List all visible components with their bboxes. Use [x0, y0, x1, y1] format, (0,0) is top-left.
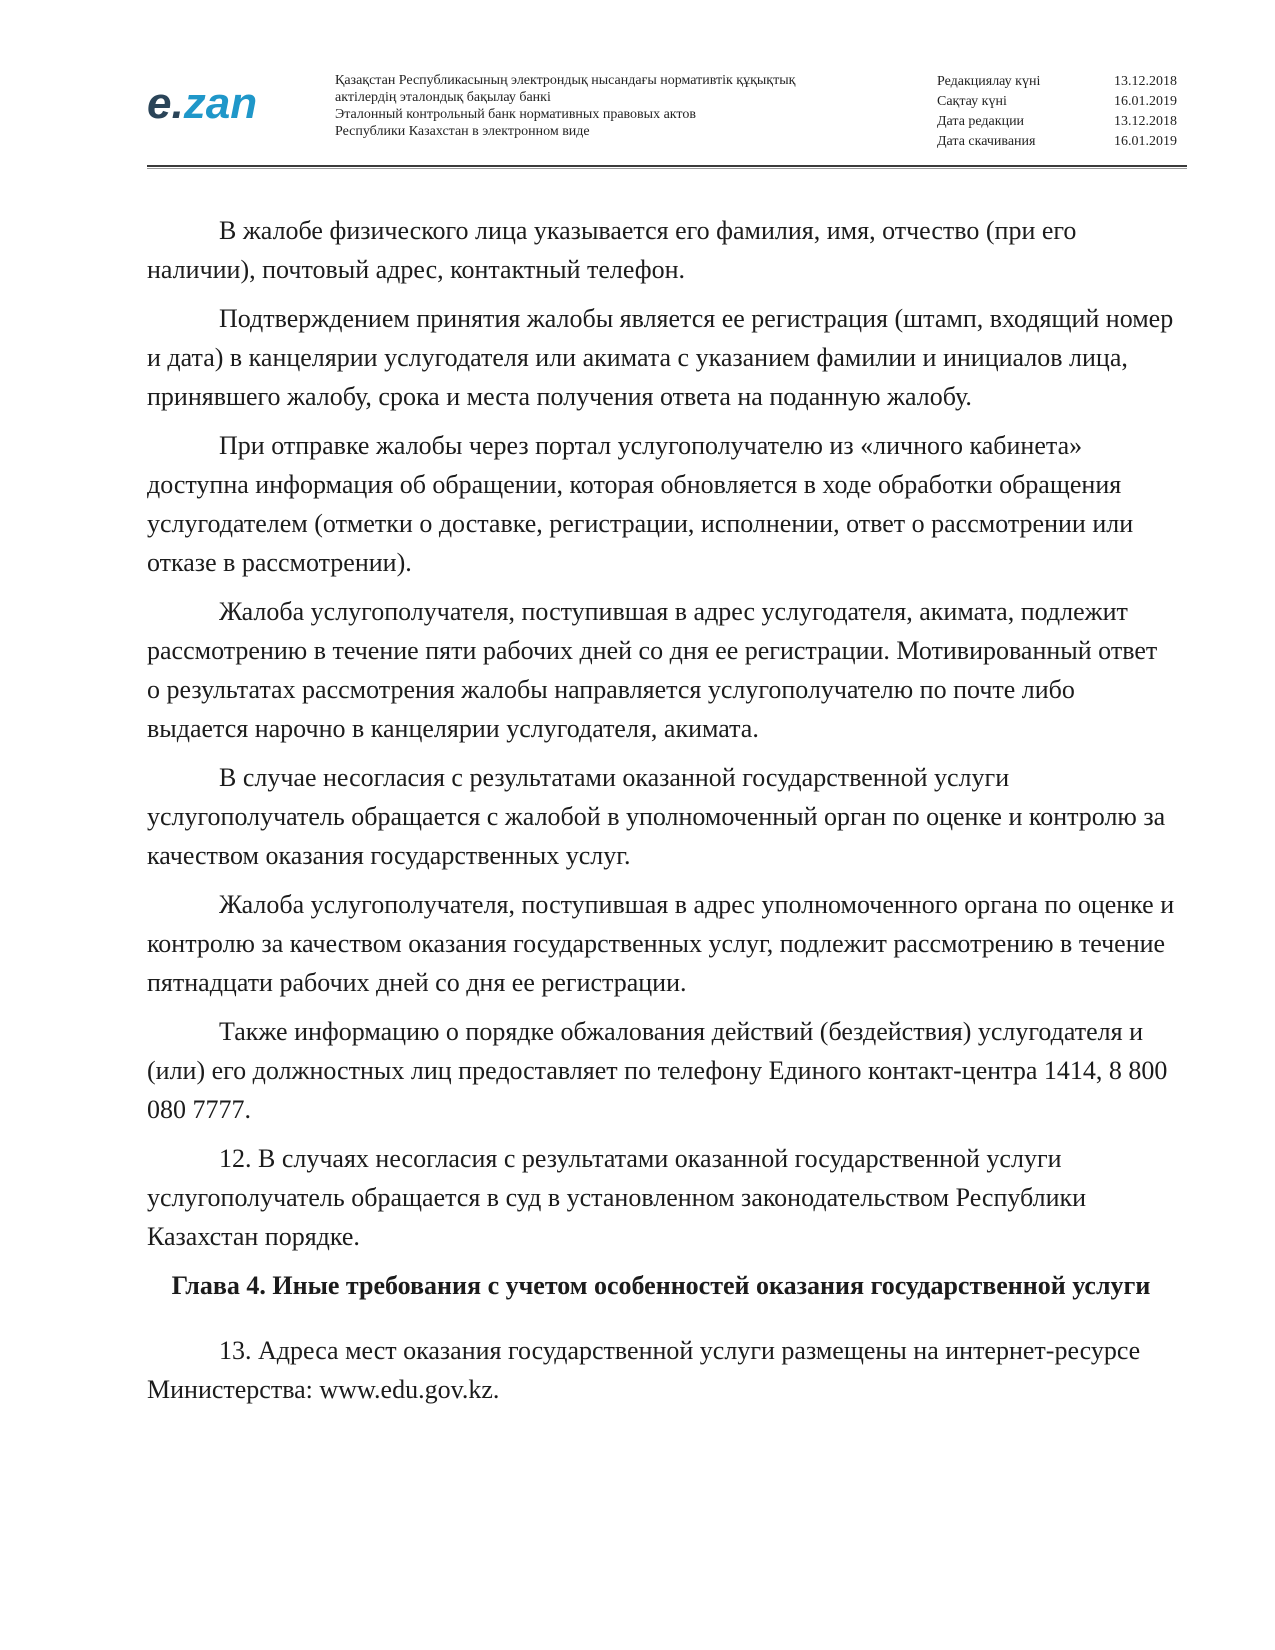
document-body	[147, 211, 1175, 1419]
logo-zan: zan	[183, 79, 258, 128]
body-paragraph: Жалоба услугополучателя, поступившая в адрес уполномоченного органа по оценке и контролю за качеством оказания государственных услуг, подлежит рассмотрению в течение пятнадцати рабочих дней со дня ее регистрации.	[147, 890, 1175, 997]
meta-value: 16.01.2019	[1114, 134, 1177, 149]
body-paragraph: Также информацию о порядке обжалования действий (бездействия) услугодателя и (или) его должностных лиц предоставляет по телефону Единого контакт-центра 1414, 8 800 080 7777.	[147, 1017, 1168, 1124]
meta-label: Сақтау күні	[937, 94, 1007, 109]
meta-row-download-date-ru	[937, 132, 1177, 152]
meta-label: Дата редакции	[937, 114, 1025, 129]
meta-row-save-date-kz	[937, 92, 1177, 112]
header-divider-thin	[147, 168, 1187, 169]
logo-e: e	[147, 79, 172, 128]
header-divider	[147, 165, 1187, 167]
body-paragraph: В случае несогласия с результатами оказанной государственной услуги услугополучатель обращается с жалобой в уполномоченный орган по оценке и контролю за качеством оказания государственных услуг.	[147, 763, 1166, 870]
header-description-line: Қазақстан Республикасының электрондық нысандағы нормативтік құқықтық	[335, 73, 796, 88]
body-paragraph: При отправке жалобы через портал услугополучателю из «личного кабинета» доступна информация об обращении, которая обновляется в ходе обработки обращения услугодателем (отметки о доставке, регистрации, исполнении, ответ о рассмотрении или отказе в рассмотрении).	[147, 431, 1134, 577]
header-meta	[937, 72, 1177, 152]
document-header	[147, 68, 1187, 168]
header-description-line: Республики Казахстан в электронном виде	[335, 124, 590, 139]
meta-value: 13.12.2018	[1114, 74, 1177, 89]
body-paragraph: Жалоба услугополучателя, поступившая в адрес услугодателя, акимата, подлежит рассмотрению в течение пяти рабочих дней со дня ее регистрации. Мотивированный ответ о результатах рассмотрения жалобы направляется услугополучателю по почте либо выдается нарочно в канцелярии услугодателя, акимата.	[147, 597, 1158, 743]
body-paragraph: Подтверждением принятия жалобы является ее регистрация (штамп, входящий номер и дата) в канцелярии услугодателя или акимата с указанием фамилии и инициалов лица, принявшего жалобу, срока и места получения ответа на поданную жалобу.	[147, 304, 1174, 411]
body-paragraph: В жалобе физического лица указывается его фамилия, имя, отчество (при его наличии), почтовый адрес, контактный телефон.	[147, 216, 1077, 284]
meta-label: Редакциялау күні	[937, 74, 1041, 89]
header-description-line: актілердің эталондық бақылау банкі	[335, 90, 551, 105]
meta-row-edit-date-kz	[937, 72, 1177, 92]
ezan-logo	[147, 79, 258, 128]
chapter-title: Глава 4. Иные требования с учетом особенностей оказания государственной услуги	[171, 1271, 1151, 1300]
meta-value: 16.01.2019	[1114, 94, 1177, 109]
meta-value: 13.12.2018	[1114, 114, 1177, 129]
header-description-line: Эталонный контрольный банк нормативных правовых актов	[335, 107, 696, 122]
meta-row-edit-date-ru	[937, 112, 1177, 132]
meta-label: Дата скачивания	[937, 134, 1036, 149]
logo-dot: .	[171, 79, 184, 128]
body-paragraph: 12. В случаях несогласия с результатами оказанной государственной услуги услугополучатель обращается в суд в установленном законодательством Республики Казахстан порядке.	[147, 1144, 1087, 1251]
body-paragraph: 13. Адреса мест оказания государственной услуги размещены на интернет-ресурсе Министерства: www.edu.gov.kz.	[147, 1336, 1141, 1404]
header-description	[335, 72, 895, 140]
